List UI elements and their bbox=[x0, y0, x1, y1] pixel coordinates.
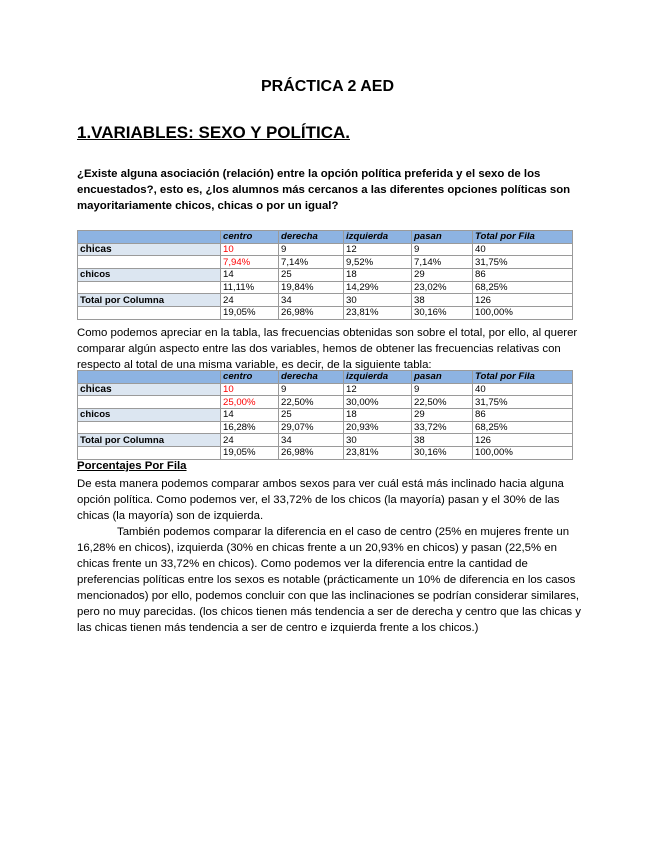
table-cell: 33,72% bbox=[412, 421, 473, 434]
table-cell: 23,02% bbox=[412, 281, 473, 294]
table-row bbox=[78, 243, 573, 256]
table-cell: 9 bbox=[279, 243, 344, 256]
row-label bbox=[78, 256, 221, 269]
row-label: chicas bbox=[78, 383, 221, 396]
table-cell: 19,05% bbox=[221, 447, 279, 460]
table-row bbox=[78, 447, 573, 460]
table-cell: 40 bbox=[473, 243, 573, 256]
table-cell: 10 bbox=[221, 383, 279, 396]
row-label bbox=[78, 307, 221, 320]
table-cell: 9,52% bbox=[344, 256, 412, 269]
page-title: PRÁCTICA 2 AED bbox=[260, 78, 395, 95]
explanation-paragraph: Como podemos apreciar en la tabla, las frecuencias obtenidas son sobre el total, por ello, al querer comparar algún aspecto entre las dos variables, hemos de obtener las frecuencias relativas con respecto al total de una misma variable, es decir, de la siguiente tabla: bbox=[77, 327, 578, 371]
table-cell: 126 bbox=[473, 434, 573, 447]
table-row bbox=[78, 383, 573, 396]
comparison-paragraph: De esta manera podemos comparar ambos sexos para ver cuál está más inclinado hacia alguna opción política. Como podemos ver, el 33,72% de los chicos (la mayoría) pasan y el 30% de las chicas (la mayoría) son de izquierda. bbox=[77, 478, 564, 522]
header-cell: Total por Fila bbox=[473, 231, 573, 244]
table-cell: 30,16% bbox=[412, 307, 473, 320]
table-cell: 38 bbox=[412, 434, 473, 447]
table-cell: 30 bbox=[344, 434, 412, 447]
conclusion-paragraph: También podemos comparar la diferencia en el caso de centro (25% en mujeres frente un 16,28% en chicos), izquierda (30% en chicas frente a un 20,93% en chicos) y pasan (22,5% en chicas frente un 33,72% en chicos). Como podemos ver la diferencia entre la cantidad de preferencias políticas entre los sexos es notable (prácticamente un 10% de diferencia en los casos mencionados) por ello, podemos concluir con que las inclinaciones se podrían considerar similares, pero no muy parecidas. (los chicos tienen más tendencia a ser de derecha y centro que las chicas y las chicas tienen más tendencia a ser de centro e izquierda frente a los chicos.) bbox=[77, 526, 581, 634]
table-cell: 19,05% bbox=[221, 307, 279, 320]
table-cell: 12 bbox=[344, 383, 412, 396]
table-row bbox=[78, 294, 573, 307]
header-cell: Total por Fila bbox=[473, 371, 573, 384]
table-cell: 30,16% bbox=[412, 447, 473, 460]
table-cell: 29 bbox=[412, 409, 473, 422]
table-cell: 9 bbox=[412, 383, 473, 396]
row-label bbox=[78, 447, 221, 460]
table-cell: 12 bbox=[344, 243, 412, 256]
row-label bbox=[78, 421, 221, 434]
table-cell: 24 bbox=[221, 434, 279, 447]
row-label: Total por Columna bbox=[78, 294, 221, 307]
table-row bbox=[78, 256, 573, 269]
table-cell: 23,81% bbox=[344, 307, 412, 320]
table-cell: 26,98% bbox=[279, 447, 344, 460]
frequency-table-total bbox=[77, 230, 573, 320]
table-cell: 16,28% bbox=[221, 421, 279, 434]
table-cell: 22,50% bbox=[279, 396, 344, 409]
table-cell: 26,98% bbox=[279, 307, 344, 320]
table-cell: 25 bbox=[279, 269, 344, 282]
row-label bbox=[78, 396, 221, 409]
table-cell: 30 bbox=[344, 294, 412, 307]
table-cell: 23,81% bbox=[344, 447, 412, 460]
table-cell: 14 bbox=[221, 409, 279, 422]
table-cell: 25 bbox=[279, 409, 344, 422]
header-cell bbox=[78, 371, 221, 384]
table-cell: 22,50% bbox=[412, 396, 473, 409]
frequency-table-row-percent bbox=[77, 370, 573, 460]
table-row bbox=[78, 281, 573, 294]
table-cell: 9 bbox=[412, 243, 473, 256]
table-cell: 9 bbox=[279, 383, 344, 396]
table-cell: 14,29% bbox=[344, 281, 412, 294]
table-cell: 19,84% bbox=[279, 281, 344, 294]
table-cell: 7,14% bbox=[412, 256, 473, 269]
table-cell: 25,00% bbox=[221, 396, 279, 409]
table-cell: 29 bbox=[412, 269, 473, 282]
table-cell: 29,07% bbox=[279, 421, 344, 434]
table-cell: 11,11% bbox=[221, 281, 279, 294]
table-cell: 68,25% bbox=[473, 421, 573, 434]
row-label: chicos bbox=[78, 409, 221, 422]
table-cell: 34 bbox=[279, 294, 344, 307]
table-header-row bbox=[78, 371, 573, 384]
header-cell bbox=[78, 231, 221, 244]
table-cell: 40 bbox=[473, 383, 573, 396]
row-label bbox=[78, 281, 221, 294]
table-cell: 31,75% bbox=[473, 256, 573, 269]
header-cell: izquierda bbox=[344, 231, 412, 244]
table-cell: 34 bbox=[279, 434, 344, 447]
header-cell: izquierda bbox=[344, 371, 412, 384]
table-cell: 30,00% bbox=[344, 396, 412, 409]
table-cell: 18 bbox=[344, 409, 412, 422]
header-cell: pasan bbox=[412, 231, 473, 244]
header-cell: derecha bbox=[279, 371, 344, 384]
section-heading: 1.VARIABLES: SEXO Y POLÍTICA. bbox=[77, 123, 350, 142]
table-row bbox=[78, 409, 573, 422]
row-percent-subheading: Porcentajes Por Fila bbox=[77, 460, 187, 472]
table-cell: 20,93% bbox=[344, 421, 412, 434]
table-row bbox=[78, 269, 573, 282]
table-cell: 7,94% bbox=[221, 256, 279, 269]
header-cell: derecha bbox=[279, 231, 344, 244]
table-cell: 100,00% bbox=[473, 447, 573, 460]
table-cell: 38 bbox=[412, 294, 473, 307]
table-cell: 100,00% bbox=[473, 307, 573, 320]
row-label: chicas bbox=[78, 243, 221, 256]
table-row bbox=[78, 421, 573, 434]
table-cell: 14 bbox=[221, 269, 279, 282]
header-cell: centro bbox=[221, 231, 279, 244]
row-label: chicos bbox=[78, 269, 221, 282]
table-cell: 18 bbox=[344, 269, 412, 282]
table-row bbox=[78, 396, 573, 409]
table-header-row bbox=[78, 231, 573, 244]
table-cell: 24 bbox=[221, 294, 279, 307]
row-label: Total por Columna bbox=[78, 434, 221, 447]
table-cell: 31,75% bbox=[473, 396, 573, 409]
table-cell: 126 bbox=[473, 294, 573, 307]
header-cell: pasan bbox=[412, 371, 473, 384]
table-row bbox=[78, 307, 573, 320]
table-row bbox=[78, 434, 573, 447]
table-cell: 10 bbox=[221, 243, 279, 256]
table-cell: 86 bbox=[473, 409, 573, 422]
research-question: ¿Existe alguna asociación (relación) entre la opción política preferida y el sexo de los encuestados?, esto es, ¿los alumnos más cercanos a las diferentes opciones políticas son mayoritariamente chicos, chicas o por un igual? bbox=[77, 168, 571, 212]
table-cell: 68,25% bbox=[473, 281, 573, 294]
table-cell: 86 bbox=[473, 269, 573, 282]
header-cell: centro bbox=[221, 371, 279, 384]
table-cell: 7,14% bbox=[279, 256, 344, 269]
